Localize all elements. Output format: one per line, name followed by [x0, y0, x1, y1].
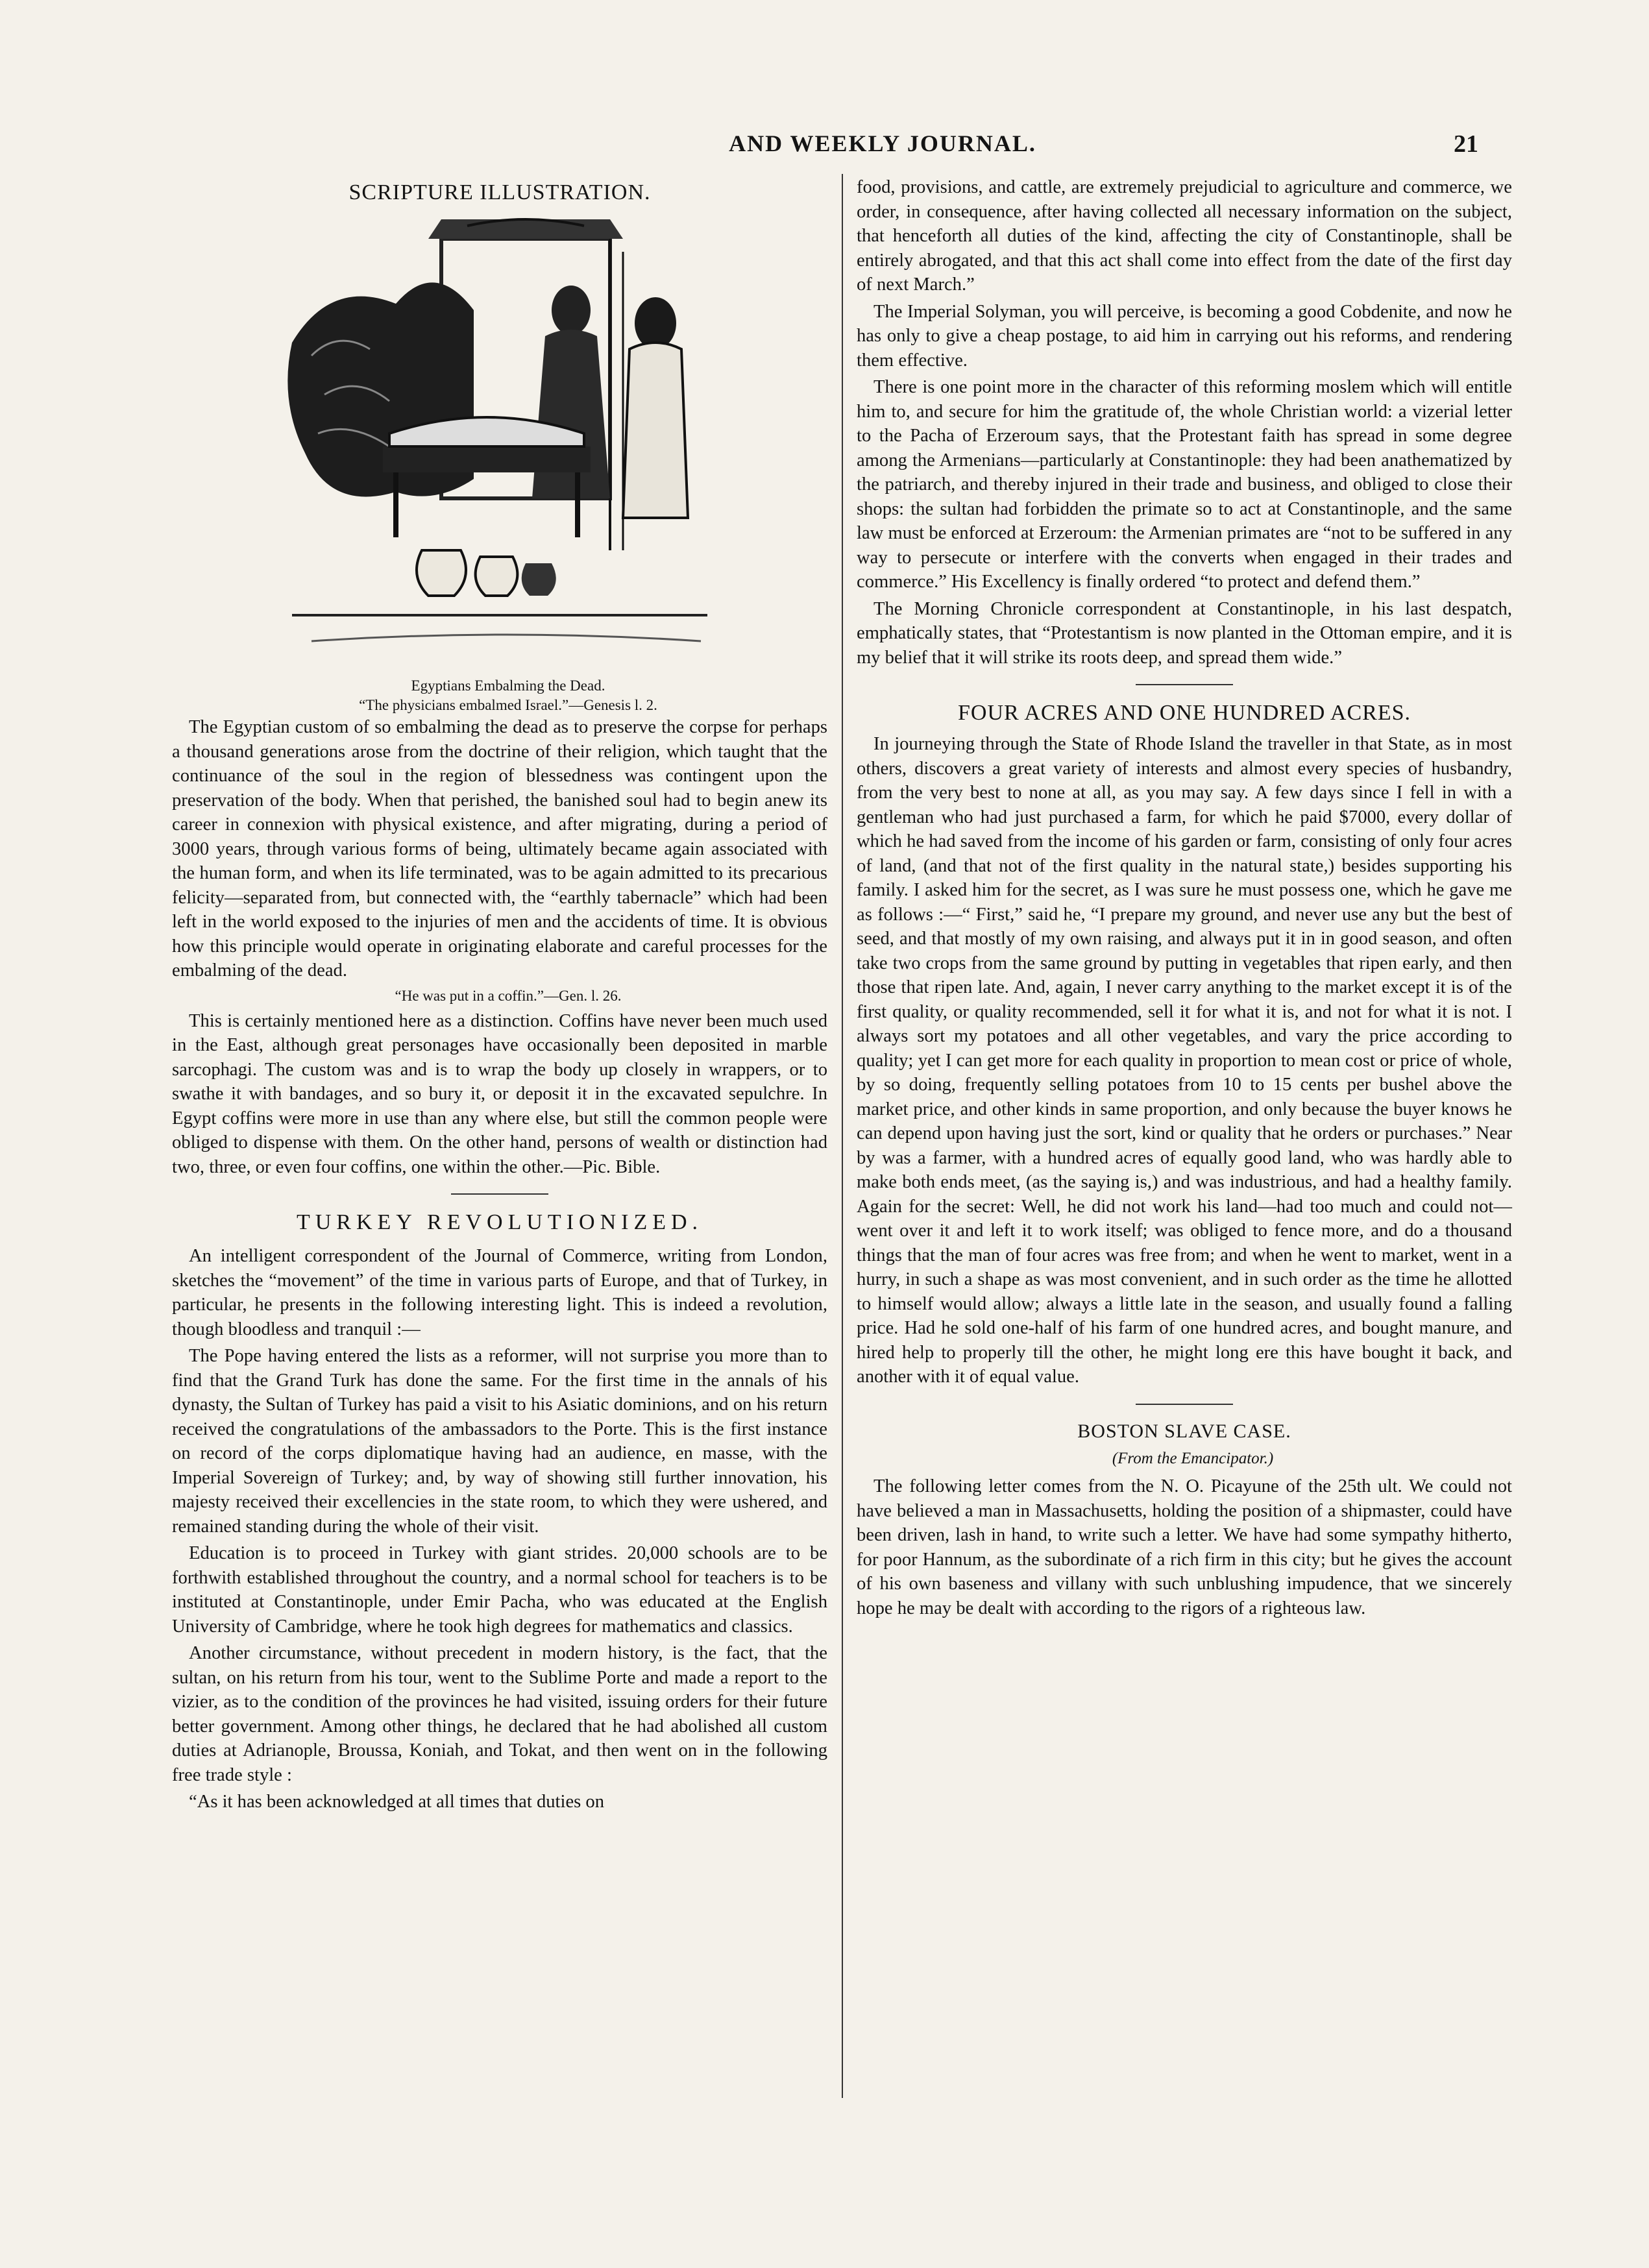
acres-heading: FOUR ACRES AND ONE HUNDRED ACRES. [958, 701, 1411, 725]
turkey-continued-paragraph: There is one point more in the character of this reforming moslem which will entitle him to, and secure for him the gratitude of, the whole Christian world: a vizerial letter to the Pacha of Erzeroum says, that the Protestant faith has spread in some degree among the Armenians—particularly at Constantinople: they had been anathematized by the patriarch, and thereby injured in their trade and business, and obliged to close their shops: the sultan had forbidden the primate so to act at Constantinople, and the same law must be enforced at Erzeroum: the Armenian primates are “not to be suffered in any way to persecute or interfere with the converts when engaged in their trades and commerce.” His Excellency is finally ordered “to protect and defend them.” [857, 377, 1512, 592]
page-number: 21 [1454, 130, 1478, 158]
embalming-engraving [273, 213, 727, 667]
scripture-paragraph: The Egyptian custom of so embalming the dead as to preserve the corpse for perhaps a thousand generations arose from the doctrine of their religion, which taught that the continuance of the soul in the region of blessedness was contingent upon the preservation of the body. When that perished, the banished soul had to begin anew its career in connexion with physical existence, and after migrating, during a period of 3000 years, through various forms of being, ultimately became again associated with the human form, and when its life terminated, was to be again admitted to its precarious felicity—separated from, but connected with, the “earthly tabernacle” which had been left in the world exposed to the injuries of men and the accidents of time. It is obvious how this principle would operate in originating elaborate and careful processes for the embalming of the dead. [172, 717, 827, 981]
turkey-paragraph: Education is to proceed in Turkey with giant strides. 20,000 schools are to be forthwith established throughout the country, and a normal school for teachers is to be instituted at Constantinople, under Emir Pacha, who was educated at the English University of Cambridge, where he took high degrees for mathematics and classics. [172, 1543, 827, 1637]
left-column [172, 175, 827, 1817]
scripture-paragraph: This is certainly mentioned here as a distinction. Coffins have never been much used in the East, although great personages have occasionally been deposited in marble sarcophagi. The custom was and is to wrap the body up closely in wrappers, or to swathe it with bandages, and so bury it, or deposit it in the excavated sepulchre. In Egypt coffins were more in use than any where else, but still the common people were obliged to dispense with them. On the other hand, persons of wealth or distinction had two, three, or even four coffins, one within the other.—Pic. Bible. [172, 1010, 827, 1177]
turkey-continued-paragraph: food, provisions, and cattle, are extremely prejudicial to agriculture and commerce, we order, in consequence, after having collected all necessary information on the subject, that henceforth all duties of the kind, affecting the city of Constantinople, shall be entirely abrogated, and that this act shall come into effect from the date of the first day of next March.” [857, 177, 1512, 295]
acres-paragraph: In journeying through the State of Rhode Island the traveller in that State, as in most others, discovers a great variety of interests and almost every species of husbandry, from the very best to none at all, as you may say. A few days since I fell in with a gentleman who had just purchased a farm, for which he paid $7000, every dollar of which he had saved from the income of his garden or farm, consisting of only four acres of land, (and that not of the first quality in the natural state,) besides supporting his family. I asked him for the secret, as I was sure he must possess one, which he gave me as follows :—“ First,” said he, “I prepare my ground, and never use any but the best of seed, and that mostly of my own raising, and always put it in in good season, and often take two crops from the same ground by putting in vegetables that ripen early, and then those that ripen late. And, again, I never carry anything to the market except it is of the first quality, or quality recommended, sell it for what it is, and not for what it is not. I always sort my potatoes and all other vegetables, and vary the price according to quality; yet I can get more for each quality in proportion to mean cost or price of whole, by so doing, frequently selling potatoes from 10 to 15 cents per bushel above the market price, and other kinds in same proportion, and only because the buyer knows he can depend upon having just the sort, kind or quality that he orders or purchases.” Near by was a farmer, with a hundred acres of equally good land, who was hardly able to make both ends meet, (as the saying is,) and was industrious, and had a healthy family. Again for the secret: Well, he did not work his land—had too much and could not—went over it and left it to work itself; was obliged to fence more, and do a thousand things that the man of four acres was free from; and when he went to market, went in a hurry, in such a shape as was most convenient, and in such order as the time he allotted to himself would allow; always a little late in the season, and usually found a falling price. Had he sold one-half of his farm of one hundred acres, and bought manure, and hired help to properly till the other, he might long ere this have bought it back, and another with it of equal value. [857, 734, 1512, 1387]
boston-heading: BOSTON SLAVE CASE. [1077, 1420, 1291, 1442]
boston-byline: (From the Emancipator.) [1112, 1449, 1274, 1467]
section-rule [1136, 1404, 1233, 1405]
engraving-scripture-ref: “The physicians embalmed Israel.”—Genesis l. 2. [359, 697, 657, 713]
turkey-paragraph: An intelligent correspondent of the Journal of Commerce, writing from London, sketches the “movement” of the time in various parts of Europe, and that of Turkey, in particular, he presents in the following interesting light. This is indeed a revolution, though bloodless and tranquil :— [172, 1246, 827, 1339]
scripture-heading: SCRIPTURE ILLUSTRATION. [348, 180, 651, 204]
section-rule [1136, 684, 1233, 685]
engraving-caption: Egyptians Embalming the Dead. [411, 677, 605, 694]
turkey-paragraph: Another circumstance, without precedent in modern history, is the fact, that the sultan, on his return from his tour, went to the Sublime Porte and made a report to the vizier, as to the condition of the provinces he had visited, issuing orders for their future better government. Among other things, he declared that he had abolished all custom duties at Adrianople, Broussa, Koniah, and Tokat, and then went on in the following free trade style : [172, 1643, 827, 1785]
running-head: AND WEEKLY JOURNAL. [729, 130, 1036, 156]
column-divider [842, 174, 843, 2098]
right-column [857, 175, 1512, 1623]
turkey-paragraph: “As it has been acknowledged at all times that duties on [189, 1792, 605, 1812]
turkey-paragraph: The Pope having entered the lists as a reformer, will not surprise you more than to find that the Grand Turk has done the same. For the first time in the annals of his dynasty, the Sultan of Turkey has paid a visit to his Asiatic dominions, and on his return received the congratulations of the ambassadors to the Porte. This is the first instance on record of the corps diplomatique having had an audience, en masse, with the Imperial Sovereign of Turkey; and, by way of showing still further innovation, his majesty received their excellencies in the state room, to which they were ushered, and remained standing during the whole of their visit. [172, 1346, 827, 1537]
turkey-continued-paragraph: The Morning Chronicle correspondent at Constantinople, in his last despatch, emphatically states, that “Protestantism is now planted in the Ottoman empire, and it is my belief that it will strike its roots deep, and spread them wide.” [857, 598, 1512, 668]
turkey-heading: TURKEY REVOLUTIONIZED. [296, 1210, 703, 1234]
turkey-continued-paragraph: The Imperial Solyman, you will perceive, is becoming a good Cobdenite, and now he has only to give a cheap postage, to aid him in carrying out his reforms, and rendering them effective. [857, 301, 1512, 371]
scripture-quote: “He was put in a coffin.”—Gen. l. 26. [395, 987, 622, 1004]
boston-paragraph: The following letter comes from the N. O. Picayune of the 25th ult. We could not have believed a man in Massachusetts, holding the position of a shipmaster, could have been driven, lash in hand, to write such a letter. We have had some sympathy hitherto, for poor Hannum, as the subordinate of a rich firm in this city; but he gives the account of his own baseness and villany with such unblushing impudence, that we sincerely hope he may be dealt with according to the rigors of a righteous law. [857, 1476, 1512, 1618]
section-rule [451, 1193, 548, 1195]
